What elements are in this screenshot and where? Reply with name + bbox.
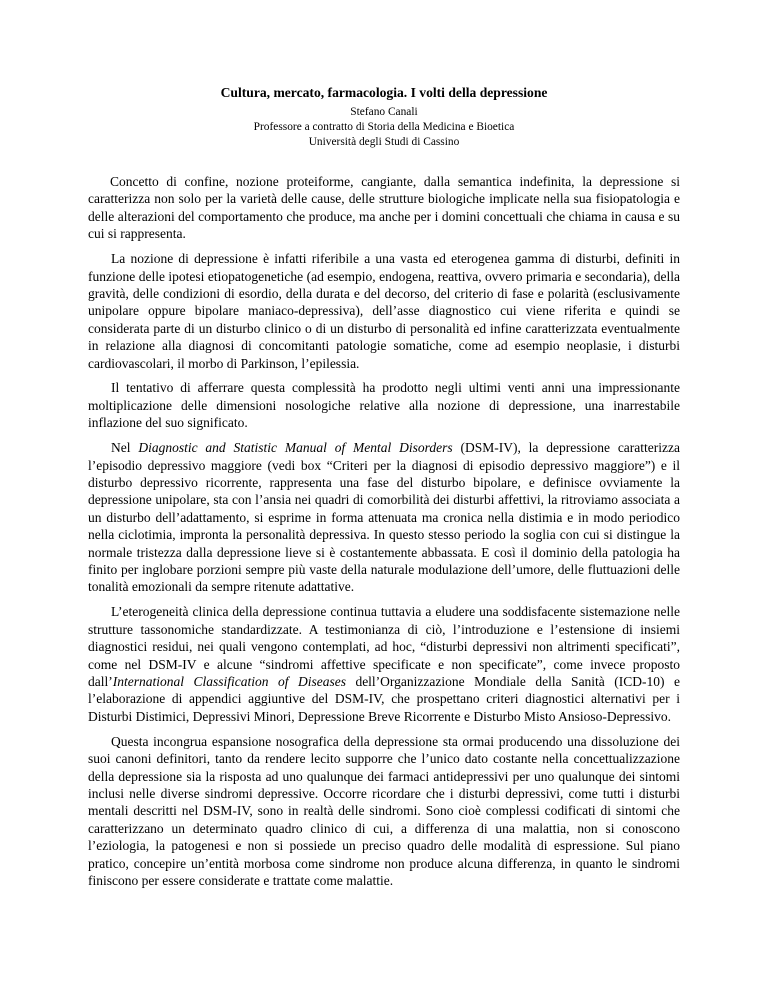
paragraph-2: La nozione di depressione è infatti riferibile a una vasta ed eterogenea gamma di disturbi, definiti in funzione delle ipotesi etiopatogenetiche (ad esempio, endogena, reattiva, ovvero primaria e secondaria), della gravità, delle condizioni di esordio, della durata e del decorso, del criterio di fase e polarità (esclusivamente unipolare oppure bipolare maniaco-depressiva), dell’asse diagnostico cui viene riferita e quindi se considerata parte di un disturbo clinico o di un disturbo di personalità ed infine caratterizzata eventualmente in relazione alla diagnosi di concomitanti patologie somatiche, come ad esempio neoplasie, i disturbi cardiovascolari, il morbo di Parkinson, l’epilessia. xyxy=(88,251,680,371)
document-title: Cultura, mercato, farmacologia. I volti della depressione xyxy=(220,85,548,100)
paragraph-4-text-start: Nel xyxy=(111,440,139,456)
paragraph-5-text-start: L’eterogeneità clinica della depressione continua tuttavia a eludere una soddisfacente sistemazione nelle strutture tassonomiche standardizzate. A testimonianza di ciò, l’introduzione e l’estensione di insiemi diagnostici residui, nei quali vengono contemplati, ad hoc, “disturbi depressivi non altrimenti specificati”, come nel DSM-IV e alcune “sindromi affettive specificate e non specificate”, come invece proposto dall’ xyxy=(88,604,680,689)
paragraph-5 xyxy=(88,603,680,725)
author-affiliation-university: Università degli Studi di Cassino xyxy=(308,136,460,148)
paragraph-6: Questa incongrua espansione nosografica della depressione sta ormai producendo una dissoluzione dei suoi canoni definitori, tanto da rendere lecito supporre che l’unico dato costante nella concettualizzazione della depressione sia la risposta ad uno qualunque dei farmaci antidepressivi per uno qualunque dei sintomi inclusi nelle diverse sindromi depressive. Occorre ricordare che i disturbi depressivi, come tutti i disturbi mentali descritti nel DSM-IV, sono in realtà delle sindromi. Sono cioè complessi codificati di sintomi che caratterizzano un determinato quadro clinico di cui, a differenza di una malattia, non si conoscono l’eziologia, la patogenesi e non si possiede un preciso quadro delle modalità di espressione. Sul piano pratico, concepire un’entità morbosa come sindrome non produce alcuna differenza, in quanto le sindromi finiscono per essere considerate e trattate come malattie. xyxy=(88,733,680,888)
paragraph-3: Il tentativo di afferrare questa complessità ha prodotto negli ultimi venti anni una impressionante moltiplicazione delle dimensioni nosologiche relative alla nozione di depressione, una inarrestabile inflazione del suo significato. xyxy=(88,380,680,431)
paragraph-4-text-end: (DSM-IV), la depressione caratterizza l’episodio depressivo maggiore (vedi box “Criteri per la diagnosi di episodio depressivo maggiore”) e il disturbo depressivo ricorrente, rappresenta una fase del disturbo bipolare, e definisce ovviamente la depressione unipolare, sta con l’ansia nei quadri di comorbilità dei disturbi affettivi, la ritroviamo associata a un disturbo dell’adattamento, si esprime in forma attenuata ma cronica nella distimia e in modo periodico nella ciclotimia, impronta la personalità depressiva. In questo stesso periodo la soglia con cui si distingue la normale tristezza dalla depressione lieve si è costantemente abbassata. E così il dominio della patologia ha finito per inglobare porzioni sempre più vaste della naturale modulazione dell’umore, delle fluttuazioni delle tonalità emozionali da sempre ritenute adattative. xyxy=(88,440,681,595)
paragraph-4 xyxy=(88,439,680,596)
dsm-title-italic: Diagnostic and Statistic Manual of Mental Disorders xyxy=(138,440,453,456)
paragraph-1: Concetto di confine, nozione proteiforme, cangiante, dalla semantica indefinita, la depressione si caratterizza non solo per la varietà delle cause, delle strutture biologiche implicate nella sua fisiopatologia e delle alterazioni del comportamento che produce, ma anche per i domini concettuali che chiama in causa e su cui si rappresenta. xyxy=(88,174,680,242)
author-name: Stefano Canali xyxy=(350,106,418,118)
document-body xyxy=(88,173,680,897)
icd-title-italic: International Classification of Diseases xyxy=(112,673,346,689)
paragraph-5-text-end: dell’Organizzazione Mondiale della Sanità (ICD-10) e l’elaborazione di appendici aggiuntive del DSM-IV, che prospettano criteri diagnostici alternativi per i Disturbi Distimici, Depressivi Minori, Depressione Breve Ricorrente e Disturbo Misto Ansioso-Depressivo. xyxy=(88,673,680,724)
author-affiliation-role: Professore a contratto di Storia della Medicina e Bioetica xyxy=(253,121,515,133)
author-block xyxy=(88,105,680,150)
